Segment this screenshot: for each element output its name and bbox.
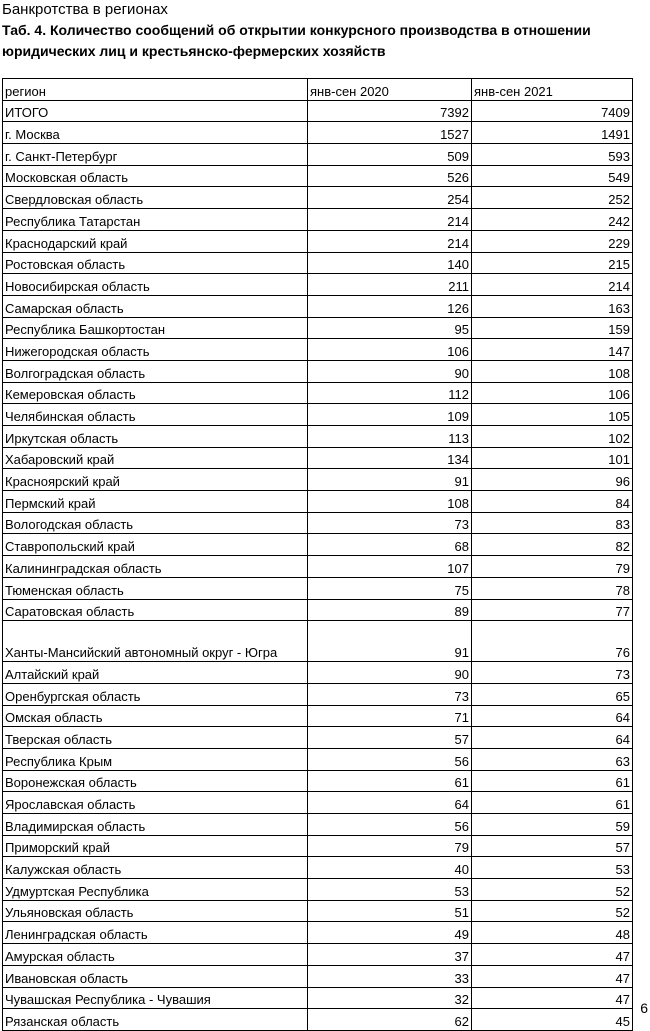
table-row [3,1009,633,1031]
cell-value-2020: 214 [308,230,472,252]
table-row [3,274,633,296]
cell-value-2020: 214 [308,209,472,231]
page-number: 6 [640,1000,648,1016]
cell-value-2021: 48 [472,922,633,944]
table-row [3,857,633,879]
cell-region: Тверская область [3,727,308,749]
table-row [3,187,633,209]
table-row [3,382,633,404]
cell-region: Республика Татарстан [3,209,308,231]
table-row [3,987,633,1009]
table-row [3,100,633,122]
cell-value-2020: 56 [308,814,472,836]
cell-value-2021: 82 [472,534,633,556]
cell-value-2021: 52 [472,900,633,922]
table-row [3,599,633,621]
table-row [3,705,633,727]
cell-value-2021: 63 [472,748,633,770]
table-row [3,944,633,966]
cell-region: Московская область [3,165,308,187]
cell-region: Калининградская область [3,556,308,578]
cell-value-2020: 73 [308,683,472,705]
cell-region: Удмуртская Республика [3,879,308,901]
cell-region: Челябинская область [3,404,308,426]
table-row [3,556,633,578]
table-row [3,577,633,599]
cell-value-2020: 526 [308,165,472,187]
cell-value-2021: 84 [472,491,633,513]
cell-region: Ленинградская область [3,922,308,944]
cell-value-2021: 101 [472,447,633,469]
cell-value-2021: 549 [472,165,633,187]
cell-region: Ханты-Мансийский автономный округ - Югра [3,621,308,662]
cell-value-2021: 215 [472,252,633,274]
cell-value-2020: 62 [308,1009,472,1031]
cell-region: Республика Крым [3,748,308,770]
cell-value-2020: 40 [308,857,472,879]
table-row [3,662,633,684]
cell-value-2021: 242 [472,209,633,231]
cell-value-2021: 73 [472,662,633,684]
table-row [3,317,633,339]
cell-region: Ростовская область [3,252,308,274]
cell-value-2020: 73 [308,512,472,534]
cell-region: Новосибирская область [3,274,308,296]
cell-value-2020: 89 [308,599,472,621]
table-row [3,770,633,792]
cell-region: Рязанская область [3,1009,308,1031]
cell-region: ИТОГО [3,100,308,122]
cell-value-2020: 90 [308,360,472,382]
cell-value-2020: 108 [308,491,472,513]
table-caption: Таб. 4. Количество сообщений об открытии конкурсного производства в отношении юридических лиц и крестьянско-фермерских хозяйств [2,22,591,59]
document-heading [2,0,642,62]
table-row [3,534,633,556]
table-row [3,339,633,361]
cell-value-2021: 57 [472,835,633,857]
cell-value-2021: 214 [472,274,633,296]
cell-value-2020: 112 [308,382,472,404]
cell-value-2021: 47 [472,944,633,966]
cell-value-2020: 64 [308,792,472,814]
cell-value-2021: 61 [472,770,633,792]
cell-value-2021: 96 [472,469,633,491]
cell-value-2020: 91 [308,621,472,662]
table-row [3,835,633,857]
cell-region: Чувашская Республика - Чувашия [3,987,308,1009]
table-row [3,683,633,705]
cell-value-2020: 61 [308,770,472,792]
cell-value-2020: 509 [308,144,472,166]
cell-value-2021: 7409 [472,100,633,122]
cell-value-2020: 7392 [308,100,472,122]
cell-region: Свердловская область [3,187,308,209]
table-row [3,360,633,382]
cell-value-2020: 91 [308,469,472,491]
cell-value-2021: 159 [472,317,633,339]
cell-value-2021: 147 [472,339,633,361]
cell-value-2021: 47 [472,987,633,1009]
cell-region: Тюменская область [3,577,308,599]
cell-value-2021: 229 [472,230,633,252]
table-row [3,252,633,274]
cell-value-2021: 105 [472,404,633,426]
table-row [3,792,633,814]
column-header-2021: янв-сен 2021 [472,79,633,101]
table-row [3,879,633,901]
cell-value-2020: 37 [308,944,472,966]
cell-value-2021: 61 [472,792,633,814]
cell-region: Вологодская область [3,512,308,534]
cell-region: Ивановская область [3,965,308,987]
cell-value-2021: 76 [472,621,633,662]
table-row [3,621,633,662]
cell-value-2021: 78 [472,577,633,599]
cell-region: Амурская область [3,944,308,966]
cell-value-2021: 163 [472,295,633,317]
regions-table [2,78,633,1031]
cell-region: Оренбургская область [3,683,308,705]
table-row [3,814,633,836]
table-row [3,727,633,749]
cell-region: Нижегородская область [3,339,308,361]
table-row [3,491,633,513]
cell-value-2020: 71 [308,705,472,727]
cell-value-2020: 33 [308,965,472,987]
table-row [3,165,633,187]
cell-value-2021: 1491 [472,122,633,144]
cell-value-2020: 134 [308,447,472,469]
cell-value-2020: 79 [308,835,472,857]
table-row [3,447,633,469]
cell-region: Республика Башкортостан [3,317,308,339]
table-row [3,426,633,448]
cell-value-2020: 107 [308,556,472,578]
cell-value-2021: 65 [472,683,633,705]
cell-region: Ярославская область [3,792,308,814]
table-body [3,79,633,1031]
cell-value-2021: 64 [472,705,633,727]
cell-region: Красноярский край [3,469,308,491]
cell-value-2020: 32 [308,987,472,1009]
cell-value-2020: 1527 [308,122,472,144]
cell-region: Ульяновская область [3,900,308,922]
cell-value-2021: 108 [472,360,633,382]
cell-value-2021: 593 [472,144,633,166]
table-row [3,469,633,491]
cell-value-2020: 68 [308,534,472,556]
cell-region: г. Санкт-Петербург [3,144,308,166]
cell-value-2020: 53 [308,879,472,901]
table-header-row [3,79,633,101]
column-header-2020: янв-сен 2020 [308,79,472,101]
cell-value-2021: 102 [472,426,633,448]
cell-value-2021: 79 [472,556,633,578]
cell-region: Ставропольский край [3,534,308,556]
cell-value-2021: 106 [472,382,633,404]
cell-value-2020: 51 [308,900,472,922]
cell-region: Омская область [3,705,308,727]
table-row [3,144,633,166]
cell-region: Иркутская область [3,426,308,448]
table-row [3,295,633,317]
cell-value-2021: 252 [472,187,633,209]
cell-value-2021: 83 [472,512,633,534]
cell-value-2021: 59 [472,814,633,836]
cell-value-2021: 53 [472,857,633,879]
cell-region: Волгоградская область [3,360,308,382]
cell-value-2020: 113 [308,426,472,448]
table-row [3,922,633,944]
table-row [3,230,633,252]
cell-region: г. Москва [3,122,308,144]
table-row [3,900,633,922]
cell-region: Пермский край [3,491,308,513]
cell-value-2021: 47 [472,965,633,987]
cell-value-2020: 140 [308,252,472,274]
cell-region: Воронежская область [3,770,308,792]
cell-region: Калужская область [3,857,308,879]
page-title: Банкротства в регионах [2,1,168,18]
cell-value-2021: 45 [472,1009,633,1031]
cell-value-2020: 106 [308,339,472,361]
cell-value-2020: 126 [308,295,472,317]
cell-value-2020: 254 [308,187,472,209]
cell-region: Хабаровский край [3,447,308,469]
table-row [3,748,633,770]
cell-value-2020: 49 [308,922,472,944]
cell-region: Приморский край [3,835,308,857]
table-row [3,965,633,987]
cell-value-2020: 95 [308,317,472,339]
cell-value-2021: 52 [472,879,633,901]
table-row [3,209,633,231]
cell-value-2020: 211 [308,274,472,296]
cell-region: Алтайский край [3,662,308,684]
cell-value-2020: 75 [308,577,472,599]
table-row [3,122,633,144]
cell-value-2020: 90 [308,662,472,684]
column-header-region: регион [3,79,308,101]
cell-value-2020: 56 [308,748,472,770]
cell-region: Кемеровская область [3,382,308,404]
table-row [3,512,633,534]
cell-region: Краснодарский край [3,230,308,252]
cell-region: Саратовская область [3,599,308,621]
cell-region: Владимирская область [3,814,308,836]
table-row [3,404,633,426]
cell-value-2020: 57 [308,727,472,749]
cell-value-2021: 64 [472,727,633,749]
cell-region: Самарская область [3,295,308,317]
cell-value-2021: 77 [472,599,633,621]
cell-value-2020: 109 [308,404,472,426]
